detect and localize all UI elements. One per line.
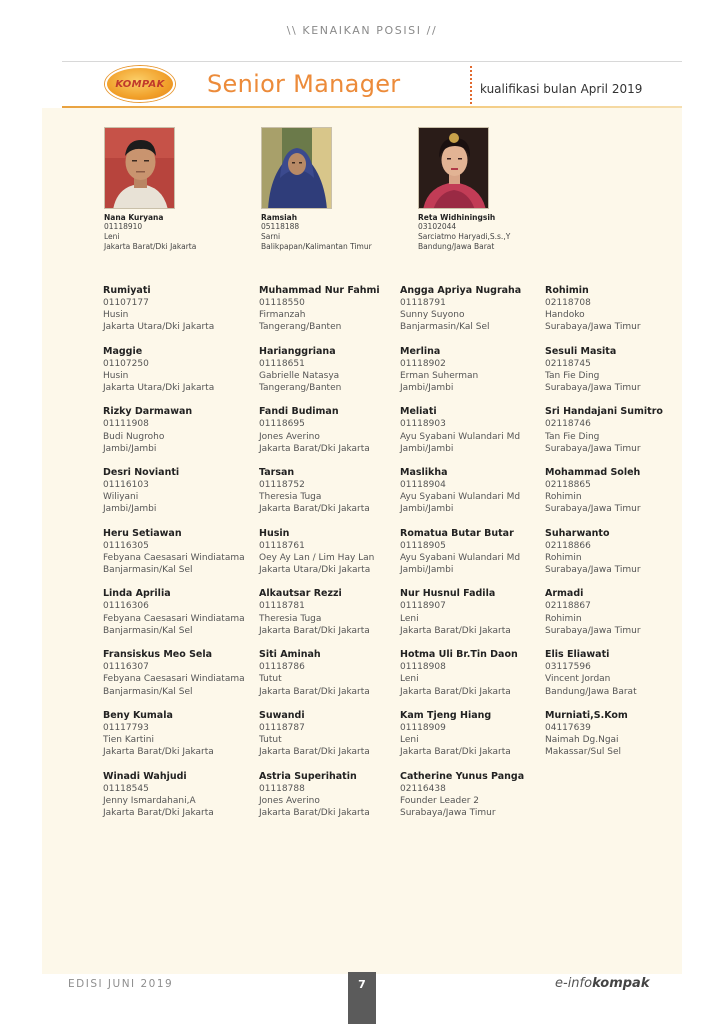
member-entry — [103, 588, 253, 649]
featured-location: Bandung/Jawa Barat — [418, 241, 495, 251]
member-sponsor: Tutut — [259, 674, 282, 685]
member-id: 01118791 — [400, 298, 446, 308]
portrait-photo — [261, 127, 332, 209]
member-id: 01118909 — [400, 722, 446, 733]
member-sponsor: Jones Averino — [259, 795, 320, 806]
featured-card — [104, 127, 284, 251]
member-sponsor: Gabrielle Natasya — [259, 370, 340, 381]
member-entry — [545, 406, 695, 467]
member-name: Fandi Budiman — [259, 406, 339, 418]
member-sponsor: Wiliyani — [103, 492, 139, 503]
member-location: Jakarta Barat/Dki Jakarta — [259, 443, 370, 454]
member-sponsor: Febyana Caesasari Windiatama — [103, 674, 245, 685]
member-id: 01118905 — [400, 540, 446, 551]
member-location: Jakarta Barat/Dki Jakarta — [259, 504, 370, 515]
kompak-logo — [105, 66, 175, 102]
member-id: 01107250 — [103, 358, 149, 369]
member-entry — [259, 406, 409, 467]
member-id: 01118781 — [259, 601, 305, 612]
member-entry — [259, 528, 409, 589]
member-location: Tangerang/Banten — [259, 383, 342, 394]
member-name: Desri Novianti — [103, 467, 180, 479]
member-sponsor: Tien Kartini — [103, 735, 155, 746]
member-entry — [103, 771, 253, 832]
member-id: 01111908 — [103, 419, 149, 430]
member-sponsor: Febyana Caesasari Windiatama — [103, 613, 245, 624]
member-name: Fransiskus Meo Sela — [103, 649, 213, 661]
member-id: 01116305 — [103, 540, 149, 551]
featured-name: Ramsiah — [261, 213, 298, 222]
featured-card — [261, 127, 441, 251]
edition-label: EDISI JUNI 2019 — [68, 978, 174, 990]
member-sponsor: Ayu Syabani Wulandari Md — [400, 492, 521, 503]
member-location: Jakarta Utara/Dki Jakarta — [103, 383, 215, 394]
portrait-photo — [104, 127, 175, 209]
member-id: 02118708 — [545, 298, 591, 308]
title-divider — [470, 66, 472, 104]
member-id: 01118903 — [400, 419, 446, 430]
member-sponsor: Theresia Tuga — [259, 613, 322, 624]
member-entry — [400, 528, 550, 589]
member-location: Jakarta Barat/Dki Jakarta — [259, 807, 370, 818]
member-sponsor: Husin — [103, 310, 129, 321]
featured-id: 03102044 — [418, 222, 457, 231]
member-name: Husin — [259, 527, 290, 539]
member-entry — [103, 649, 253, 710]
member-entry — [400, 649, 550, 710]
member-entry — [103, 285, 253, 346]
member-sponsor: Rohimin — [545, 492, 582, 503]
featured-card — [418, 127, 598, 251]
member-name: Siti Aminah — [259, 649, 321, 661]
member-column — [103, 285, 253, 831]
member-sponsor: Febyana Caesasari Windiatama — [103, 552, 245, 563]
member-name: Maggie — [103, 345, 143, 357]
member-entry — [545, 710, 695, 771]
member-sponsor: Handoko — [545, 310, 585, 321]
member-name: Hotma Uli Br.Tin Daon — [400, 649, 518, 661]
member-entry — [259, 649, 409, 710]
member-entry — [400, 710, 550, 771]
member-name: Meliati — [400, 406, 437, 418]
member-entry — [103, 406, 253, 467]
member-sponsor: Theresia Tuga — [259, 492, 322, 503]
member-id: 01118787 — [259, 722, 305, 733]
header-top-rule — [62, 61, 682, 62]
member-id: 01117793 — [103, 722, 149, 733]
member-sponsor: Leni — [400, 735, 419, 746]
member-location: Jakarta Barat/Dki Jakarta — [259, 686, 370, 697]
member-entry — [103, 346, 253, 407]
member-location: Jambi/Jambi — [400, 565, 454, 576]
logo-text: KOMPAK — [115, 78, 165, 90]
member-name: Harianggriana — [259, 345, 336, 357]
member-name: Beny Kumala — [103, 709, 173, 721]
member-name: Elis Eliawati — [545, 649, 610, 661]
portrait-photo — [418, 127, 489, 209]
member-name: Rumiyati — [103, 285, 151, 296]
member-entry — [400, 406, 550, 467]
member-location: Jakarta Barat/Dki Jakarta — [103, 807, 214, 818]
member-entry — [259, 346, 409, 407]
member-id: 01118907 — [400, 601, 446, 612]
member-location: Tangerang/Banten — [259, 322, 342, 333]
member-id: 01118904 — [400, 480, 446, 491]
member-name: Kam Tjeng Hiang — [400, 709, 492, 721]
member-entry — [400, 771, 550, 832]
member-location: Banjarmasin/Kal Sel — [103, 625, 193, 636]
member-entry — [259, 467, 409, 528]
member-location: Bandung/Jawa Barat — [545, 686, 637, 697]
member-name: Sri Handajani Sumitro — [545, 406, 663, 418]
page-subtitle: kualifikasi bulan April 2019 — [480, 82, 643, 96]
member-entry — [545, 588, 695, 649]
member-sponsor: Rohimin — [545, 552, 582, 563]
member-entry — [103, 528, 253, 589]
page-title: Senior Manager — [207, 70, 401, 98]
member-entry — [103, 710, 253, 771]
member-location: Jambi/Jambi — [400, 443, 454, 454]
member-sponsor: Founder Leader 2 — [400, 795, 480, 806]
member-sponsor: Firmanzah — [259, 310, 306, 321]
portrait-image — [262, 128, 332, 209]
member-name: Maslikha — [400, 467, 448, 479]
member-id: 02118745 — [545, 358, 591, 369]
portrait-image — [419, 128, 489, 209]
member-location: Jakarta Barat/Dki Jakarta — [259, 747, 370, 758]
member-location: Jambi/Jambi — [103, 504, 157, 515]
member-name: Suharwanto — [545, 527, 610, 539]
member-location: Jambi/Jambi — [400, 504, 454, 515]
member-name: Angga Apriya Nugraha — [400, 285, 522, 296]
member-entry — [545, 285, 695, 346]
member-sponsor: Tutut — [259, 735, 282, 746]
member-location: Banjarmasin/Kal Sel — [103, 565, 193, 576]
member-name: Rohimin — [545, 285, 589, 296]
member-location: Jakarta Barat/Dki Jakarta — [400, 686, 511, 697]
member-entry — [400, 285, 550, 346]
member-name: Astria Superihatin — [259, 770, 357, 782]
member-entry — [103, 467, 253, 528]
member-name: Heru Setiawan — [103, 527, 182, 539]
member-sponsor: Vincent Jordan — [545, 674, 611, 685]
member-id: 01118550 — [259, 298, 305, 308]
member-location: Makassar/Sul Sel — [545, 747, 622, 758]
member-entry — [545, 346, 695, 407]
brand-footer — [555, 976, 649, 991]
member-location: Jakarta Utara/Dki Jakarta — [259, 565, 371, 576]
member-location: Jambi/Jambi — [103, 443, 157, 454]
member-sponsor: Oey Ay Lan / Lim Hay Lan — [259, 552, 375, 563]
brand-bold: kompak — [592, 976, 650, 991]
member-sponsor: Jenny Ismardahani,A — [103, 795, 196, 806]
member-name: Linda Aprilia — [103, 588, 171, 600]
member-column — [400, 285, 550, 831]
member-entry — [545, 649, 695, 710]
member-name: Merlina — [400, 345, 441, 357]
member-entry — [400, 346, 550, 407]
featured-sponsor: Sarciatmo Haryadi,S.s.,Y — [418, 231, 511, 241]
member-name: Armadi — [545, 588, 584, 600]
featured-name: Reta Widhiningsih — [418, 213, 496, 222]
member-sponsor: Ayu Syabani Wulandari Md — [400, 431, 521, 442]
member-location: Surabaya/Jawa Timur — [545, 504, 641, 515]
member-sponsor: Tan Fie Ding — [545, 370, 600, 381]
page-number: 7 — [348, 972, 376, 1024]
member-id: 02118867 — [545, 601, 591, 612]
member-entry — [259, 588, 409, 649]
member-name: Catherine Yunus Panga — [400, 770, 525, 782]
member-id: 03117596 — [545, 662, 591, 673]
member-entry — [259, 710, 409, 771]
member-sponsor: Ayu Syabani Wulandari Md — [400, 552, 521, 563]
member-name: Muhammad Nur Fahmi — [259, 285, 380, 296]
featured-id: 01118910 — [104, 222, 143, 231]
member-column — [259, 285, 409, 831]
member-location: Surabaya/Jawa Timur — [545, 625, 641, 636]
featured-id: 05118188 — [261, 222, 300, 231]
member-name: Mohammad Soleh — [545, 467, 641, 479]
member-name: Rizky Darmawan — [103, 406, 193, 418]
member-id: 01118761 — [259, 540, 305, 551]
member-location: Surabaya/Jawa Timur — [545, 565, 641, 576]
featured-location: Jakarta Barat/Dki Jakarta — [104, 241, 197, 251]
member-location: Jakarta Barat/Dki Jakarta — [103, 747, 214, 758]
featured-sponsor: Sarni — [261, 231, 281, 241]
member-name: Winadi Wahjudi — [103, 770, 187, 782]
member-entry — [545, 528, 695, 589]
member-id: 01118545 — [103, 783, 149, 794]
member-sponsor: Naimah Dg.Ngai — [545, 735, 619, 746]
member-id: 01116103 — [103, 480, 149, 491]
member-location: Jakarta Barat/Dki Jakarta — [400, 747, 511, 758]
featured-name: Nana Kuryana — [104, 213, 164, 222]
member-sponsor: Erman Suherman — [400, 370, 479, 381]
member-entry — [259, 285, 409, 346]
member-name: Tarsan — [259, 467, 295, 479]
member-id: 02118866 — [545, 540, 591, 551]
member-location: Surabaya/Jawa Timur — [400, 807, 496, 818]
section-heading: \\ KENAIKAN POSISI // — [286, 24, 438, 37]
member-location: Jakarta Barat/Dki Jakarta — [259, 625, 370, 636]
member-sponsor: Rohimin — [545, 613, 582, 624]
member-id: 01118908 — [400, 662, 446, 673]
featured-sponsor: Leni — [104, 231, 120, 241]
member-entry — [400, 467, 550, 528]
portrait-image — [105, 128, 175, 209]
member-name: Nur Husnul Fadila — [400, 588, 496, 600]
member-sponsor: Husin — [103, 370, 129, 381]
member-location: Banjarmasin/Kal Sel — [400, 322, 490, 333]
featured-location: Balikpapan/Kalimantan Timur — [261, 241, 372, 251]
member-id: 02116438 — [400, 783, 446, 794]
member-id: 01107177 — [103, 298, 149, 308]
member-entry — [545, 467, 695, 528]
member-location: Banjarmasin/Kal Sel — [103, 686, 193, 697]
member-location: Surabaya/Jawa Timur — [545, 383, 641, 394]
member-sponsor: Leni — [400, 613, 419, 624]
member-sponsor: Leni — [400, 674, 419, 685]
member-entry — [259, 771, 409, 832]
member-location: Jambi/Jambi — [400, 383, 454, 394]
member-name: Murniati,S.Kom — [545, 709, 628, 721]
member-location: Jakarta Barat/Dki Jakarta — [400, 625, 511, 636]
member-id: 01118695 — [259, 419, 305, 430]
member-entry — [400, 588, 550, 649]
member-id: 01118788 — [259, 783, 305, 794]
member-location: Surabaya/Jawa Timur — [545, 443, 641, 454]
member-name: Alkautsar Rezzi — [259, 588, 342, 600]
member-sponsor: Jones Averino — [259, 431, 320, 442]
member-sponsor: Sunny Suyono — [400, 310, 465, 321]
member-id: 04117639 — [545, 722, 591, 733]
member-name: Sesuli Masita — [545, 345, 617, 357]
member-id: 01116307 — [103, 662, 149, 673]
member-id: 02118746 — [545, 419, 591, 430]
member-location: Jakarta Utara/Dki Jakarta — [103, 322, 215, 333]
member-id: 01118902 — [400, 358, 446, 369]
member-id: 01118752 — [259, 480, 305, 491]
member-id: 01118651 — [259, 358, 305, 369]
member-sponsor: Budi Nugroho — [103, 431, 165, 442]
member-sponsor: Tan Fie Ding — [545, 431, 600, 442]
member-name: Suwandi — [259, 709, 305, 721]
member-id: 01118786 — [259, 662, 305, 673]
member-name: Romatua Butar Butar — [400, 527, 514, 539]
member-location: Surabaya/Jawa Timur — [545, 322, 641, 333]
member-id: 02118865 — [545, 480, 591, 491]
member-column — [545, 285, 695, 771]
member-id: 01116306 — [103, 601, 149, 612]
brand-prefix: e-info — [555, 976, 593, 991]
